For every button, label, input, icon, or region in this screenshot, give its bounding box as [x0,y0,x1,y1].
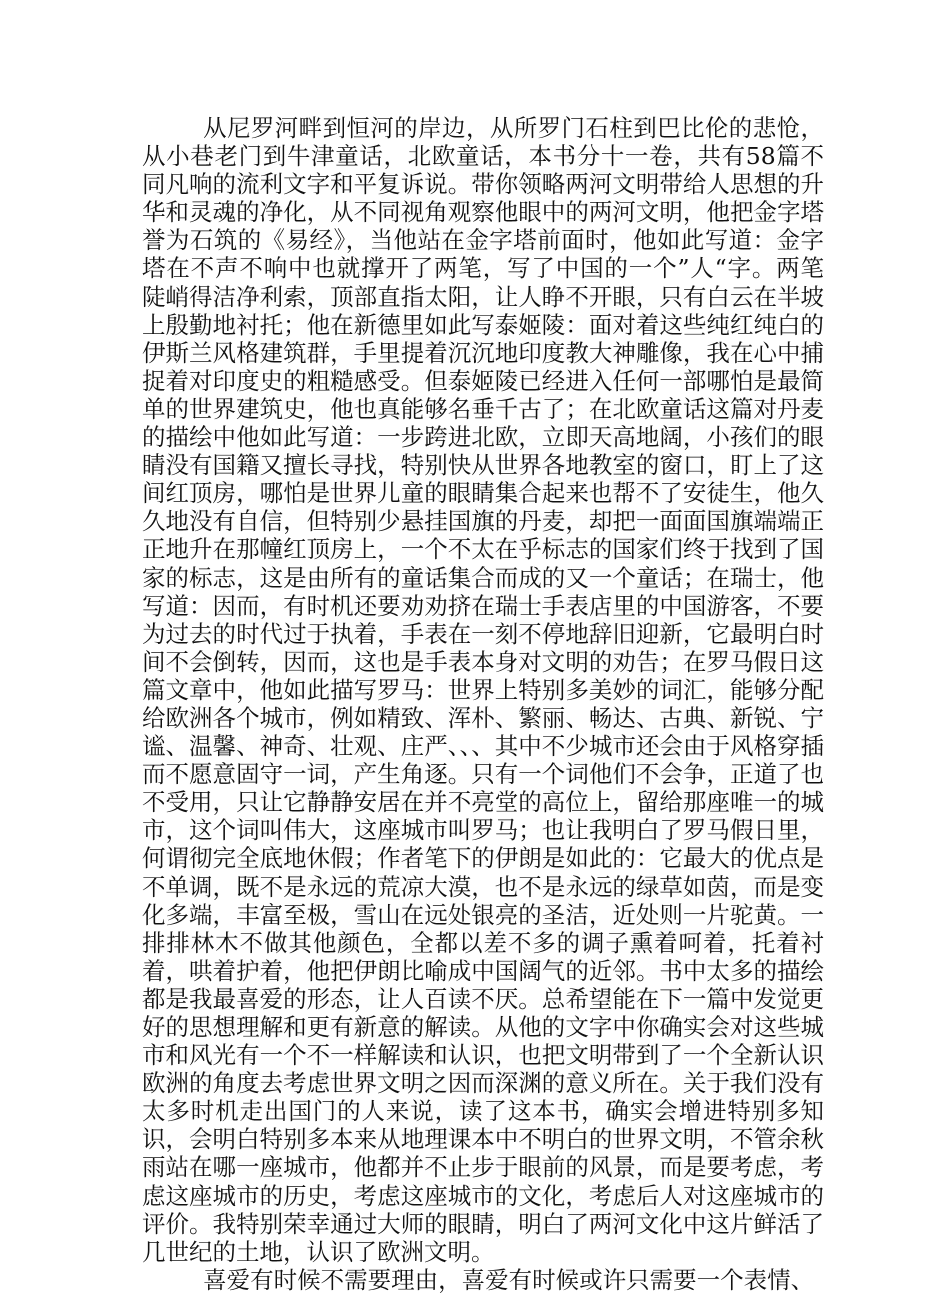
paragraph-2: 喜爱有时候不需要理由，喜爱有时候或许只需要一个表情、 [203,1265,815,1294]
paragraph-1: 从尼罗河畔到恒河的岸边，从所罗门石柱到巴比伦的悲怆，从小巷老门到牛津童话，北欧童话，本书分十一卷，共有58篇不同凡响的流利文字和平复诉说。带你领略两河文明带给人思想的升华和灵魂的净化，从不同视角观察他眼中的两河文明，他把金字塔誉为石筑的《易经》，当他站在金字塔前面时，他如此写道：金字塔在不声不响中也就撑开了两笔，写了中国的一个”人“字。两笔陡峭得洁净利索，顶部直指太阳，让人睁不开眼，只有白云在半坡上殷勤地衬托；他在新德里如此写泰姬陵：面对着这些纯红纯白的伊斯兰风格建筑群，手里提着沉沉地印度教大神雕像，我在心中捕捉着对印度史的粗糙感受。但泰姬陵已经进入任何一部哪怕是最简单的世界建筑史，他也真能够名垂千古了；在北欧童话这篇对丹麦的描绘中他如此写道：一步跨进北欧，立即天高地阔，小孩们的眼睛没有国籍又擅长寻找，特别快从世界各地教室的窗口，盯上了这间红顶房，哪怕是世界儿童的眼睛集合起来也帮不了安徒生，他久久地没有自信，但特别少悬挂国旗的丹麦，却把一面面国旗端端正正地升在那幢红顶房上，一个不太在乎标志的国家们终于找到了国家的标志，这是由所有的童话集合而成的又一个童话；在瑞士，他写道：因而，有时机还要劝劝挤在瑞士手表店里的中国游客，不要为过去的时代过于执着，手表在一刻不停地辞旧迎新，它最明白时间不会倒转，因而，这也是手表本身对文明的劝告；在罗马假日这篇文章中，他如此描写罗马：世界上特别多美妙的词汇，能够分配给欧洲各个城市，例如精致、浑朴、繁丽、畅达、古典、新锐、宁谧、温馨、神奇、壮观、庄严、、、其中不少城市还会由于风格穿插而不愿意固守一词，产生角逐。只有一个词他们不会争，正道了也不受用，只让它静静安居在并不亮堂的高位上，留给那座唯一的城市，这个词叫伟大，这座城市叫罗马；也让我明白了罗马假日里，何谓彻完全底地休假；作者笔下的伊朗是如此的：它最大的优点是不单调，既不是永远的荒凉大漠，也不是永远的绿草如茵，而是变化多端，丰富至极，雪山在远处银亮的圣洁，近处则一片驼黄。一排排林木不做其他颜色，全都以差不多的调子熏着呵着，托着衬着，哄着护着，他把伊朗比喻成中国阔气的近邻。书中太多的描绘都是我最喜爱的形态，让人百读不厌。总希望能在下一篇中发觉更好的思想理解和更有新意的解读。从他的文字中你确实会对这些城市和风光有一个不一样解读和认识，也把文明带到了一个全新认识欧洲的角度去考虑世界文明之因而深渊的意义所在。关于我们没有太多时机走出国门的人来说，读了这本书，确实会增进特别多知识，会明白特别多本来从地理课本中不明白的世界文明，不管余秋雨站在哪一座城市，他都并不止步于眼前的风景，而是要考虑，考虑这座城市的历史，考虑这座城市的文化，考虑后人对这座城市的评价。我特别荣幸通过大师的眼睛，明白了两河文化中这片鲜活了几世纪的土地，认识了欧洲文明。 [142,114,824,1266]
document-page [142,114,824,1294]
